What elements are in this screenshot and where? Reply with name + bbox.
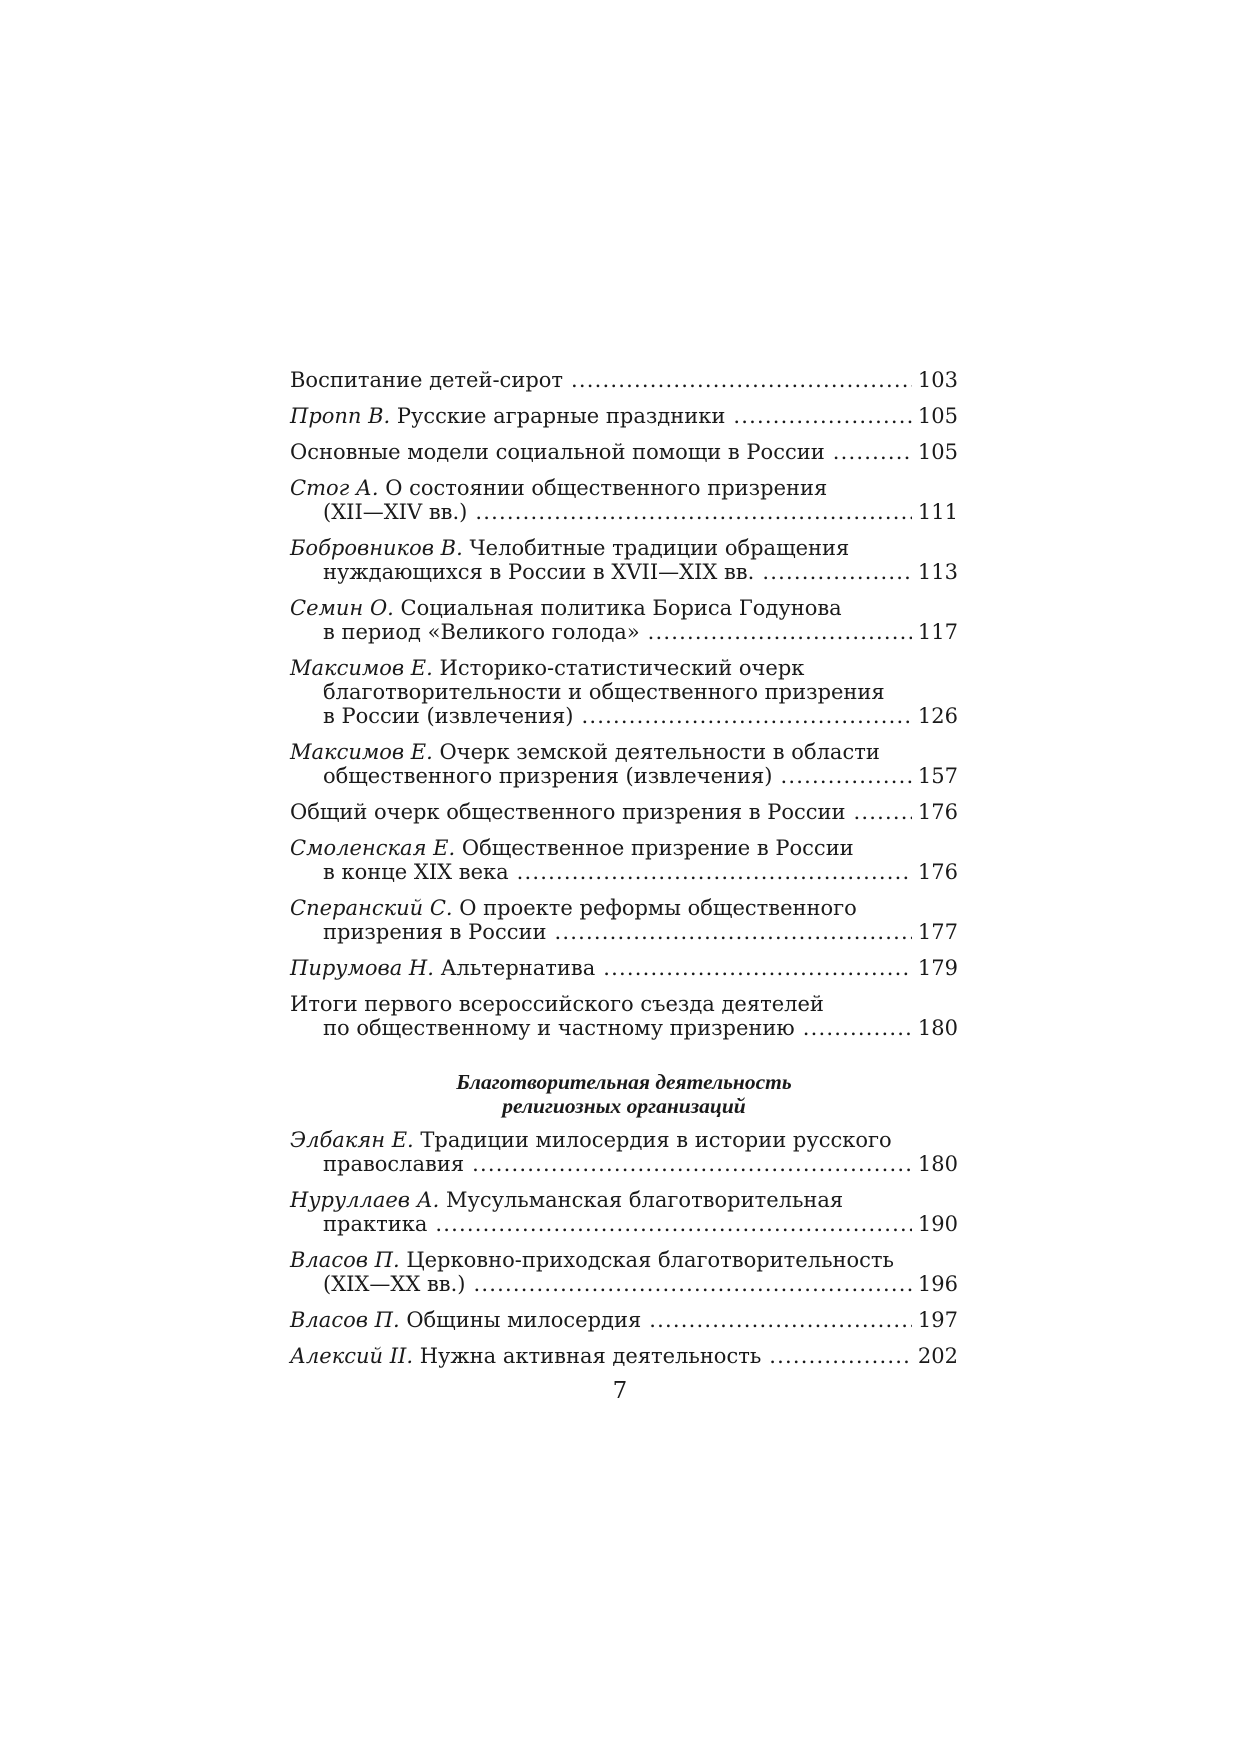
toc-entry-title: Воспитание детей-сирот — [290, 368, 564, 392]
toc-entry-title: Общий очерк общественного призрения в России — [290, 800, 846, 824]
toc-entry-line — [290, 956, 958, 980]
toc-entry-title: Общественное призрение в России — [461, 836, 854, 860]
toc-entry-line — [290, 860, 958, 884]
toc-entry-line — [290, 764, 958, 788]
toc-entry-page: 126 — [917, 704, 958, 728]
toc-entry-title: Очерк земской деятельности в области — [439, 740, 880, 764]
toc-entry-author: Нуруллаев А. — [290, 1188, 440, 1212]
toc-entry — [290, 656, 958, 728]
dot-leader — [517, 860, 912, 884]
toc-entry-title: в конце XIX века — [323, 860, 509, 884]
toc-entry — [290, 1344, 958, 1368]
toc-entry-page: 103 — [917, 368, 958, 392]
toc-entry — [290, 368, 958, 392]
toc-entry-page: 113 — [917, 560, 958, 584]
toc-entry-title: Общины милосердия — [406, 1308, 642, 1332]
dot-leader — [475, 500, 912, 524]
toc-entry-title: практика — [323, 1212, 428, 1236]
toc-entry-line — [290, 1344, 958, 1368]
section-heading-line: Благотворительная деятельность — [456, 1070, 792, 1094]
toc-entry — [290, 740, 958, 788]
toc-entry-author: Алексий II. — [290, 1344, 413, 1368]
toc-entry — [290, 440, 958, 464]
toc-entry-author: Стог А. — [290, 476, 379, 500]
dot-leader — [780, 764, 911, 788]
toc-entry-line — [290, 1152, 958, 1176]
dot-leader — [769, 1344, 912, 1368]
toc-entry-author: Власов П. — [290, 1248, 400, 1272]
toc-entry-page: 177 — [917, 920, 958, 944]
toc-entry-title: Русские аграрные праздники — [396, 404, 726, 428]
toc-entry-author: Максимов Е. — [290, 656, 433, 680]
toc-entry-title: (XIX—XX вв.) — [323, 1272, 466, 1296]
toc-entry-line — [290, 1188, 958, 1212]
toc-entry-author: Бобровников В. — [290, 536, 463, 560]
toc-entry-title: Челобитные традиции обращения — [469, 536, 850, 560]
toc-entry-title: Мусульманская благотворительная — [445, 1188, 844, 1212]
toc-entry-line — [290, 560, 958, 584]
toc-entry-title: О состоянии общественного призрения — [385, 476, 828, 500]
toc-entry-page: 180 — [917, 1152, 958, 1176]
dot-leader — [473, 1272, 911, 1296]
toc-entry-title: общественного призрения (извлечения) — [323, 764, 773, 788]
dot-leader — [854, 800, 912, 824]
toc-entry-line — [290, 620, 958, 644]
section-heading-line: религиозных организаций — [502, 1094, 746, 1118]
dot-leader — [435, 1212, 912, 1236]
toc-entry-page: 180 — [917, 1016, 958, 1040]
toc-entry-page: 111 — [917, 500, 958, 524]
toc-entry — [290, 800, 958, 824]
toc-entry-author: Власов П. — [290, 1308, 400, 1332]
dot-leader — [762, 560, 912, 584]
toc-entry-title: Социальная политика Бориса Годунова — [400, 596, 842, 620]
toc-entry-line — [290, 800, 958, 824]
dot-leader — [833, 440, 912, 464]
toc-entry-title: нуждающихся в России в XVII—XIX вв. — [323, 560, 755, 584]
toc-entry-title: Альтернатива — [440, 956, 596, 980]
toc-entry-author: Пропп В. — [290, 404, 391, 428]
toc-entry-line — [290, 1212, 958, 1236]
toc-entry-title: призрения в России — [323, 920, 547, 944]
toc-entry-line — [290, 1128, 958, 1152]
toc-entry-page: 179 — [917, 956, 958, 980]
toc-entry-title: в период «Великого голода» — [323, 620, 640, 644]
dot-leader — [733, 404, 912, 428]
toc-entry-line — [290, 1272, 958, 1296]
toc-entry — [290, 536, 958, 584]
table-of-contents — [290, 368, 958, 1380]
toc-entry-page: 176 — [917, 860, 958, 884]
toc-entry-title: в России (извлечения) — [323, 704, 574, 728]
dot-leader — [648, 620, 912, 644]
toc-entry — [290, 992, 958, 1040]
toc-entry-line — [290, 368, 958, 392]
toc-entry-page: 157 — [917, 764, 958, 788]
toc-entry — [290, 476, 958, 524]
toc-entry-title: Церковно-приходская благотворительность — [406, 1248, 894, 1272]
toc-entry-page: 202 — [917, 1344, 958, 1368]
toc-entry-line — [290, 920, 958, 944]
toc-entry-author: Сперанский С. — [290, 896, 453, 920]
toc-entry-author: Элбакян Е. — [290, 1128, 414, 1152]
toc-entry-line — [290, 896, 958, 920]
toc-entry-line — [290, 992, 958, 1016]
toc-entry-line — [290, 1016, 958, 1040]
toc-entry-title: О проекте реформы общественного — [459, 896, 857, 920]
toc-entry-line — [290, 500, 958, 524]
toc-entry — [290, 1308, 958, 1332]
toc-entry-page: 105 — [917, 404, 958, 428]
dot-leader — [649, 1308, 912, 1332]
toc-entry-line — [290, 536, 958, 560]
toc-entry — [290, 1248, 958, 1296]
toc-entry-title: Историко-статистический очерк — [439, 656, 805, 680]
dot-leader — [472, 1152, 912, 1176]
dot-leader — [603, 956, 912, 980]
toc-entry-line — [290, 404, 958, 428]
toc-entry — [290, 896, 958, 944]
toc-entry-line — [290, 1248, 958, 1272]
toc-group-2 — [290, 1128, 958, 1368]
toc-entry — [290, 1188, 958, 1236]
dot-leader — [581, 704, 911, 728]
toc-entry-line — [290, 680, 958, 704]
toc-entry-title: Традиции милосердия в истории русского — [420, 1128, 892, 1152]
toc-entry-line — [290, 656, 958, 680]
toc-entry-page: 196 — [917, 1272, 958, 1296]
toc-entry — [290, 596, 958, 644]
toc-entry-title: (XII—XIV вв.) — [323, 500, 468, 524]
toc-entry — [290, 1128, 958, 1176]
toc-entry — [290, 956, 958, 980]
toc-entry-line — [290, 704, 958, 728]
toc-entry-page: 176 — [917, 800, 958, 824]
toc-entry-title: Основные модели социальной помощи в России — [290, 440, 825, 464]
toc-entry-line — [290, 596, 958, 620]
toc-entry-author: Семин О. — [290, 596, 394, 620]
toc-entry-page: 197 — [917, 1308, 958, 1332]
toc-group-1 — [290, 368, 958, 1040]
toc-entry-page: 105 — [917, 440, 958, 464]
toc-entry — [290, 836, 958, 884]
toc-entry-line — [290, 476, 958, 500]
toc-entry-line — [290, 1308, 958, 1332]
dot-leader — [571, 368, 912, 392]
dot-leader — [803, 1016, 912, 1040]
section-heading — [290, 1070, 958, 1118]
toc-entry-title: Итоги первого всероссийского съезда деятелей — [290, 992, 824, 1016]
toc-entry-page: 190 — [917, 1212, 958, 1236]
dot-leader — [554, 920, 911, 944]
toc-entry-title: православия — [323, 1152, 465, 1176]
toc-entry-page: 117 — [917, 620, 958, 644]
toc-entry — [290, 404, 958, 428]
toc-entry-author: Смоленская Е. — [290, 836, 456, 860]
toc-entry-title: Нужна активная деятельность — [419, 1344, 762, 1368]
toc-entry-author: Максимов Е. — [290, 740, 433, 764]
toc-entry-title: по общественному и частному призрению — [323, 1016, 795, 1040]
toc-entry-line — [290, 740, 958, 764]
toc-entry-line — [290, 836, 958, 860]
page-number: 7 — [612, 1378, 628, 1404]
toc-entry-title: благотворительности и общественного призрения — [323, 680, 885, 704]
toc-entry-line — [290, 440, 958, 464]
toc-entry-author: Пирумова Н. — [290, 956, 434, 980]
